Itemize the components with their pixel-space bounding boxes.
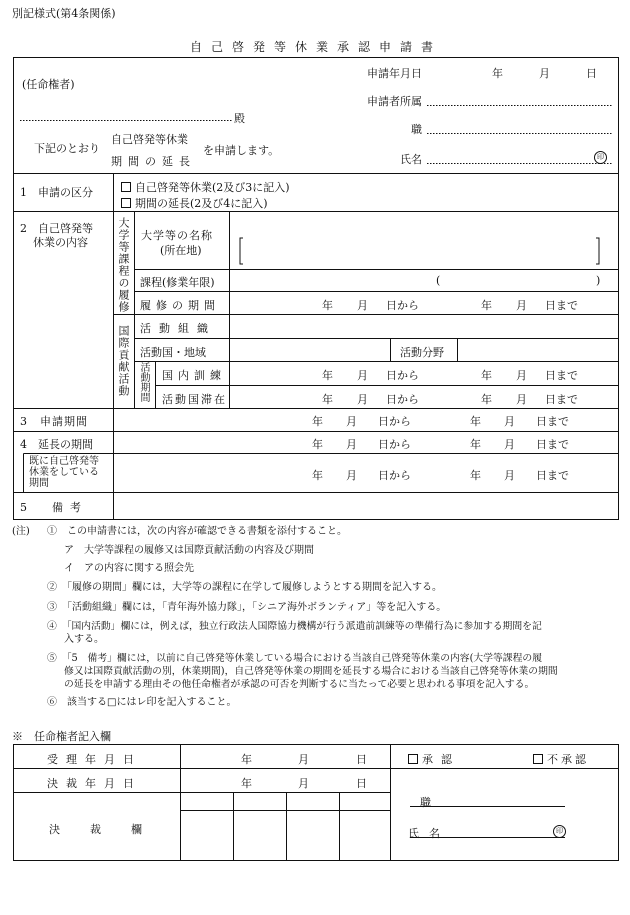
section1-option-leave[interactable]: 自己啓発等休業(2及び3に記入): [121, 179, 290, 195]
checkbox[interactable]: [121, 182, 131, 192]
prior-leave-label: 既に自己啓発等 休業をしている 期間: [29, 456, 99, 489]
note-1a: ア 大学等課程の履修又は国際貢献活動の内容及び期間: [64, 545, 314, 556]
section3-label: 3 申請期間: [20, 415, 88, 428]
section2-label-2: 休業の内容: [33, 236, 88, 249]
date-day: 日: [586, 67, 597, 80]
note-4a: ④ 「国内活動」欄には，例えば，独立行政法人国際協力機構が行う派遣前訓練等の準備行為に参加する期間を記: [47, 621, 542, 632]
checkbox[interactable]: [121, 198, 131, 208]
note-3: ③ 「活動組織」欄には，「青年海外協力隊」，「シニア海外ボランティア」等を記入する。: [47, 602, 447, 613]
univ-name-label: 大学等の名称: [141, 229, 213, 242]
note-4b: 入する。: [64, 634, 104, 645]
decided-month: 月: [298, 777, 309, 790]
section4-label: 4 延長の期間: [20, 438, 93, 451]
notes-prefix: (注): [12, 526, 30, 537]
name-label: 氏名: [400, 153, 422, 166]
intl-group-label: 国際貢献活動: [117, 325, 130, 397]
course-label: 課程(修業年限): [140, 276, 215, 289]
disapprove-option[interactable]: 不承認: [533, 751, 589, 767]
decided-date-label: 決裁年月日: [47, 777, 142, 790]
note-5c: の延長を申請する理由その他任命権者が承認の可否を判断するに当たって必要と思われる事項を記入する。: [64, 679, 535, 690]
univ-location-label: (所在地): [160, 244, 202, 257]
page-title: 自己啓発等休業承認申請書: [190, 40, 443, 54]
checkbox[interactable]: [533, 754, 543, 764]
domestic-training-label: 国内訓練: [162, 369, 226, 382]
note-1b: イ アの内容に関する照会先: [64, 563, 194, 574]
course-paren-open: (: [436, 274, 441, 287]
intro-left: 下記のとおり: [34, 142, 100, 155]
univ-group-label: 大学等課程の履修: [117, 217, 130, 313]
form-label: 別記様式(第4条関係): [12, 7, 116, 20]
choice-extension[interactable]: 期間の延長: [111, 155, 196, 168]
note-2: ② 「履修の期間」欄には，大学等の課程に在学して履修しようとする期間を記入する。: [47, 582, 442, 593]
checkbox[interactable]: [408, 754, 418, 764]
received-month: 月: [298, 753, 309, 766]
organization-label: 活動組織: [140, 322, 216, 335]
appointer-label: (任命権者): [22, 78, 75, 91]
approver-seal: 印: [553, 825, 566, 838]
date-label: 申請年月日: [367, 67, 422, 80]
received-day: 日: [356, 753, 367, 766]
course-paren-close: ): [596, 274, 601, 287]
received-year: 年: [241, 753, 252, 766]
appointer-section-title: ※ 任命権者記入欄: [12, 730, 111, 743]
note-5a: ⑤ 「5 備考」欄には，以前に自己啓発等休業している場合における当該自己啓発等休業の内容(大学等課程の履: [47, 653, 542, 664]
note-1: ① この申請書には，次の内容が確認できる書類を添付すること。: [47, 526, 347, 537]
stay-abroad-label: 活動国滞在: [162, 393, 227, 406]
affiliation-label: 申請者所属: [367, 95, 422, 108]
decided-day: 日: [356, 777, 367, 790]
approver-name-label: 氏名: [408, 827, 450, 840]
decided-year: 年: [241, 777, 252, 790]
position-label: 職: [411, 123, 422, 136]
note-6: ⑥ 該当する□にはレ印を記入すること。: [47, 697, 237, 708]
section1-label: 1 申請の区分: [20, 186, 93, 199]
approval-column-label: 決裁欄: [49, 823, 172, 836]
dono-label: 殿: [234, 112, 245, 125]
intro-right: を申請します。: [203, 144, 280, 157]
study-period-label: 履修の期間: [140, 299, 220, 312]
note-5b: 修又は国際貢献活動の別，休業期間)，自己啓発等休業の期間を延長する場合における当該自己啓発等休業の期間: [64, 666, 558, 677]
section5-label: 5 備考: [20, 501, 88, 514]
field-label: 活動分野: [400, 346, 444, 359]
received-date-label: 受理年月日: [47, 753, 142, 766]
seal-mark: 印: [594, 151, 607, 164]
activity-period-label: 活動期間: [138, 362, 149, 402]
approve-option[interactable]: 承認: [408, 751, 460, 767]
choice-leave[interactable]: 自己啓発等休業: [111, 133, 188, 146]
date-year: 年: [492, 67, 503, 80]
date-month: 月: [539, 67, 550, 80]
country-region-label: 活動国・地域: [140, 346, 206, 359]
approver-position-label: 職: [420, 796, 431, 809]
section1-option-extension[interactable]: 期間の延長(2及び4に記入): [121, 195, 268, 211]
section2-label-1: 2 自己啓発等: [20, 222, 93, 235]
